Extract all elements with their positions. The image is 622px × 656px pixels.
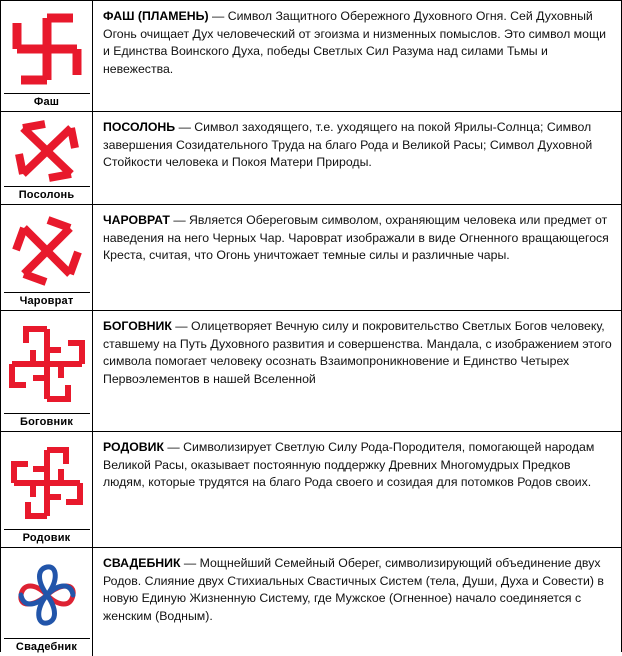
symbol-text: Символизирует Светлую Силу Рода-Породителя, помогающей народам Великой Расы, оказывает постоянную поддержку Древних Многомудрых Предков людям, которые трудятся на благо Рода своего и созидая для потомков Родов своих. [103,440,595,489]
symbol-label: Фаш [4,93,90,111]
symbol-description [93,432,621,547]
fash-swastika-icon [5,5,89,93]
symbol-cell [1,311,93,431]
symbol-cell [1,432,93,547]
symbol-term: РОДОВИК [103,440,164,454]
symbol-text: Символ заходящего, т.е. уходящего на покой Ярилы-Солнца; Символ завершения Созидательного Труда на благо Рода и Великой Расы; Символ Духовной Стойкости человека и Покоя Матери Природы. [103,120,593,169]
table-row [1,548,621,656]
symbol-cell [1,205,93,310]
table-row [1,1,621,112]
term-dash: — [169,213,190,227]
symbol-text: Является Обереговым символом, охраняющим человека или предмет от наведения на него Черных Чар. Чароврат изображали в виде Огненного вращающегося Креста, считая, что Огонь уничтожает темные силы и различные чары. [103,213,609,262]
term-dash: — [171,319,192,333]
symbol-cell [1,1,93,111]
symbol-text: Олицетворяет Вечную силу и покровительство Светлых Богов человеку, ставшему на Путь Духовного развития и совершенства. Мандала, с изображением этого символа помогает человеку осознать Взаимопроникновение и Единство Четырех Первоэлементов в нашей Вселенной [103,319,612,386]
svadebnik-symbol-icon [5,552,89,638]
symbol-term: ПОСОЛОНЬ [103,120,176,134]
table-row [1,205,621,311]
symbol-description [93,112,621,204]
posolon-swastika-icon [5,116,89,186]
symbol-label: Посолонь [4,186,90,204]
term-dash: — [208,9,228,23]
term-dash: — [180,556,200,570]
term-dash: — [164,440,184,454]
symbol-term: СВАДЕБНИК [103,556,181,570]
table-row [1,112,621,205]
term-dash: — [175,120,195,134]
symbol-description [93,1,621,111]
rodovik-symbol-icon [5,436,89,529]
symbol-description [93,548,621,656]
charovrat-swastika-icon [5,209,89,292]
symbol-term: ЧАРОВРАТ [103,213,170,227]
symbol-label: Боговник [4,413,90,431]
symbol-label: Чароврат [4,292,90,310]
symbol-term: ФАШ (ПЛАМЕНЬ) [103,9,209,23]
table-row [1,311,621,432]
symbol-cell [1,112,93,204]
symbol-cell [1,548,93,656]
symbol-description [93,311,621,431]
bogovnik-symbol-icon [5,315,89,413]
symbol-label: Свадебник [4,638,90,656]
table-row [1,432,621,548]
symbol-text: Символ Защитного Обережного Духовного Огня. Сей Духовный Огонь очищает Дух человеческий от эгоизма и низменных помыслов. Это символ мощи и Единства Воинского Духа, победы Светлых Сил Разума над силами Тьмы и невежества. [103,9,606,76]
symbol-term: БОГОВНИК [103,319,172,333]
symbol-description [93,205,621,310]
symbol-text: Мощнейший Семейный Оберег, символизирующий объединение двух Родов. Слияние двух Стихиальных Свастичных Систем (тела, Души, Духа и Совести) в новую Единую Жизненную Систему, где Мужское (Огненное) начало соединяется с женским (Водным). [103,556,604,623]
symbol-label: Родовик [4,529,90,547]
